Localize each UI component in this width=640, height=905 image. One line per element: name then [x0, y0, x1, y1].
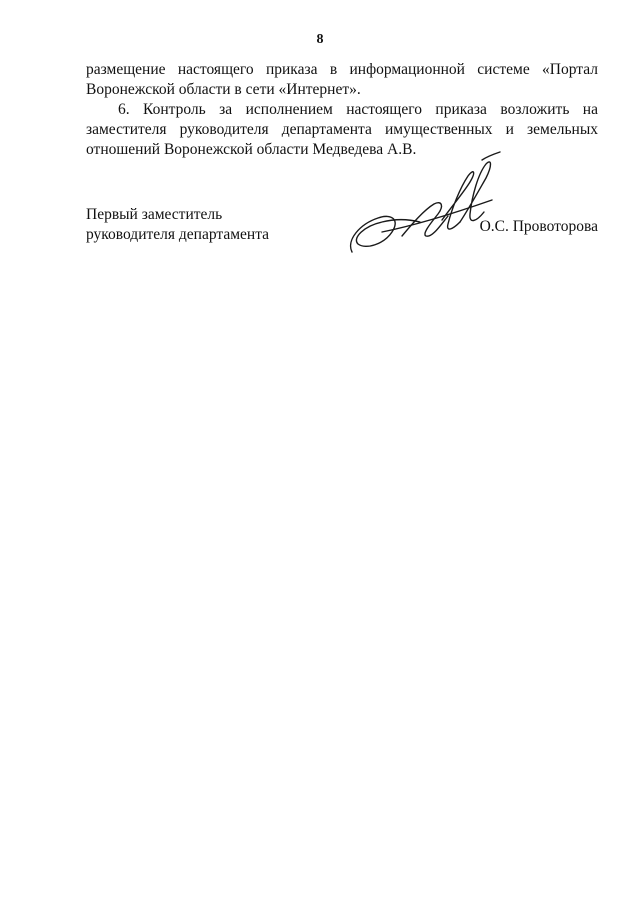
paragraph-continuation: размещение настоящего приказа в информационной системе «Портал Воронежской области в сети «Интернет». — [86, 61, 598, 98]
signer-title-line-1: Первый заместитель — [86, 206, 223, 223]
page-number: 8 — [316, 32, 324, 47]
signer-title-line-2: руководителя департамента — [86, 226, 270, 243]
signer-name: О.С. Провоторова — [479, 218, 598, 235]
handwritten-signature-icon — [342, 140, 512, 260]
paragraph-6: 6. Контроль за исполнением настоящего приказа возложить на заместителя руководителя департамента имущественных и земельных отношений Воронежской области Медведева А.В. — [86, 101, 598, 158]
signature-block — [86, 205, 598, 265]
signer-title — [86, 205, 269, 245]
